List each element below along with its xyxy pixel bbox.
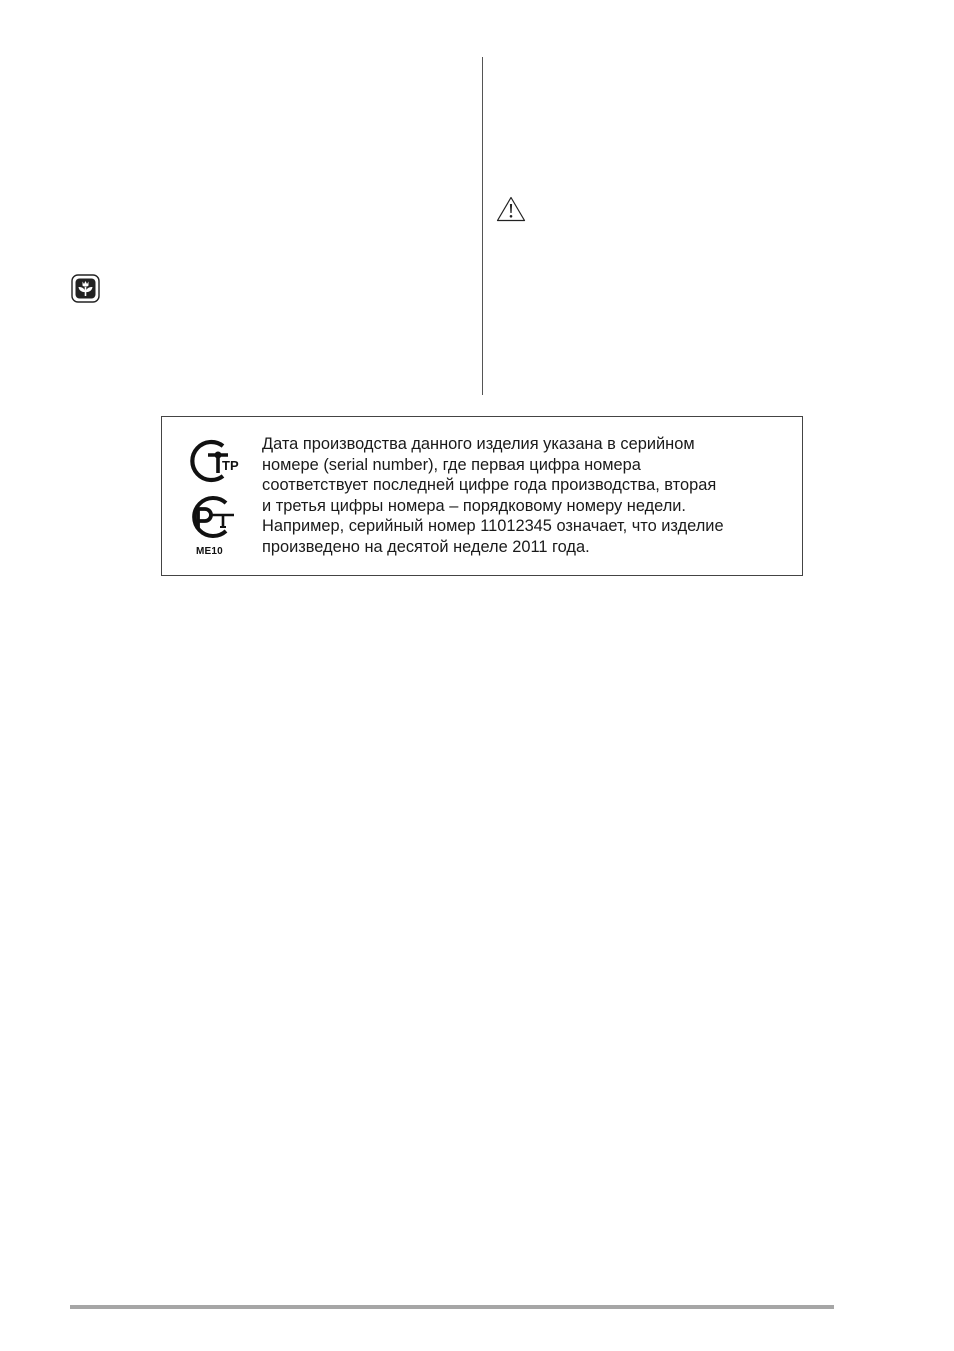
environment-flower-icon <box>71 274 100 303</box>
certification-code: МЕ10 <box>196 546 223 557</box>
info-line: соответствует последней цифре года производства, вторая <box>262 476 717 495</box>
info-line: и третья цифры номера – порядковому номеру недели. <box>262 496 686 515</box>
info-line: Например, серийный номер 11012345 означает, что изделие <box>262 517 724 536</box>
info-line: Дата производства данного изделия указана в серийном <box>262 435 695 453</box>
svg-text:ТР: ТР <box>222 458 239 473</box>
info-line: произведено на десятой неделе 2011 года. <box>262 537 590 556</box>
warning-triangle-icon <box>496 196 526 222</box>
footer-rule <box>70 1305 834 1309</box>
production-date-info-box <box>161 416 803 576</box>
production-date-text <box>262 434 792 558</box>
rst-certification-logo <box>184 495 246 539</box>
tr-certification-logo <box>184 439 246 483</box>
info-line: номере (serial number), где первая цифра номера <box>262 455 641 474</box>
column-divider <box>482 57 483 395</box>
certification-marks <box>184 439 246 563</box>
